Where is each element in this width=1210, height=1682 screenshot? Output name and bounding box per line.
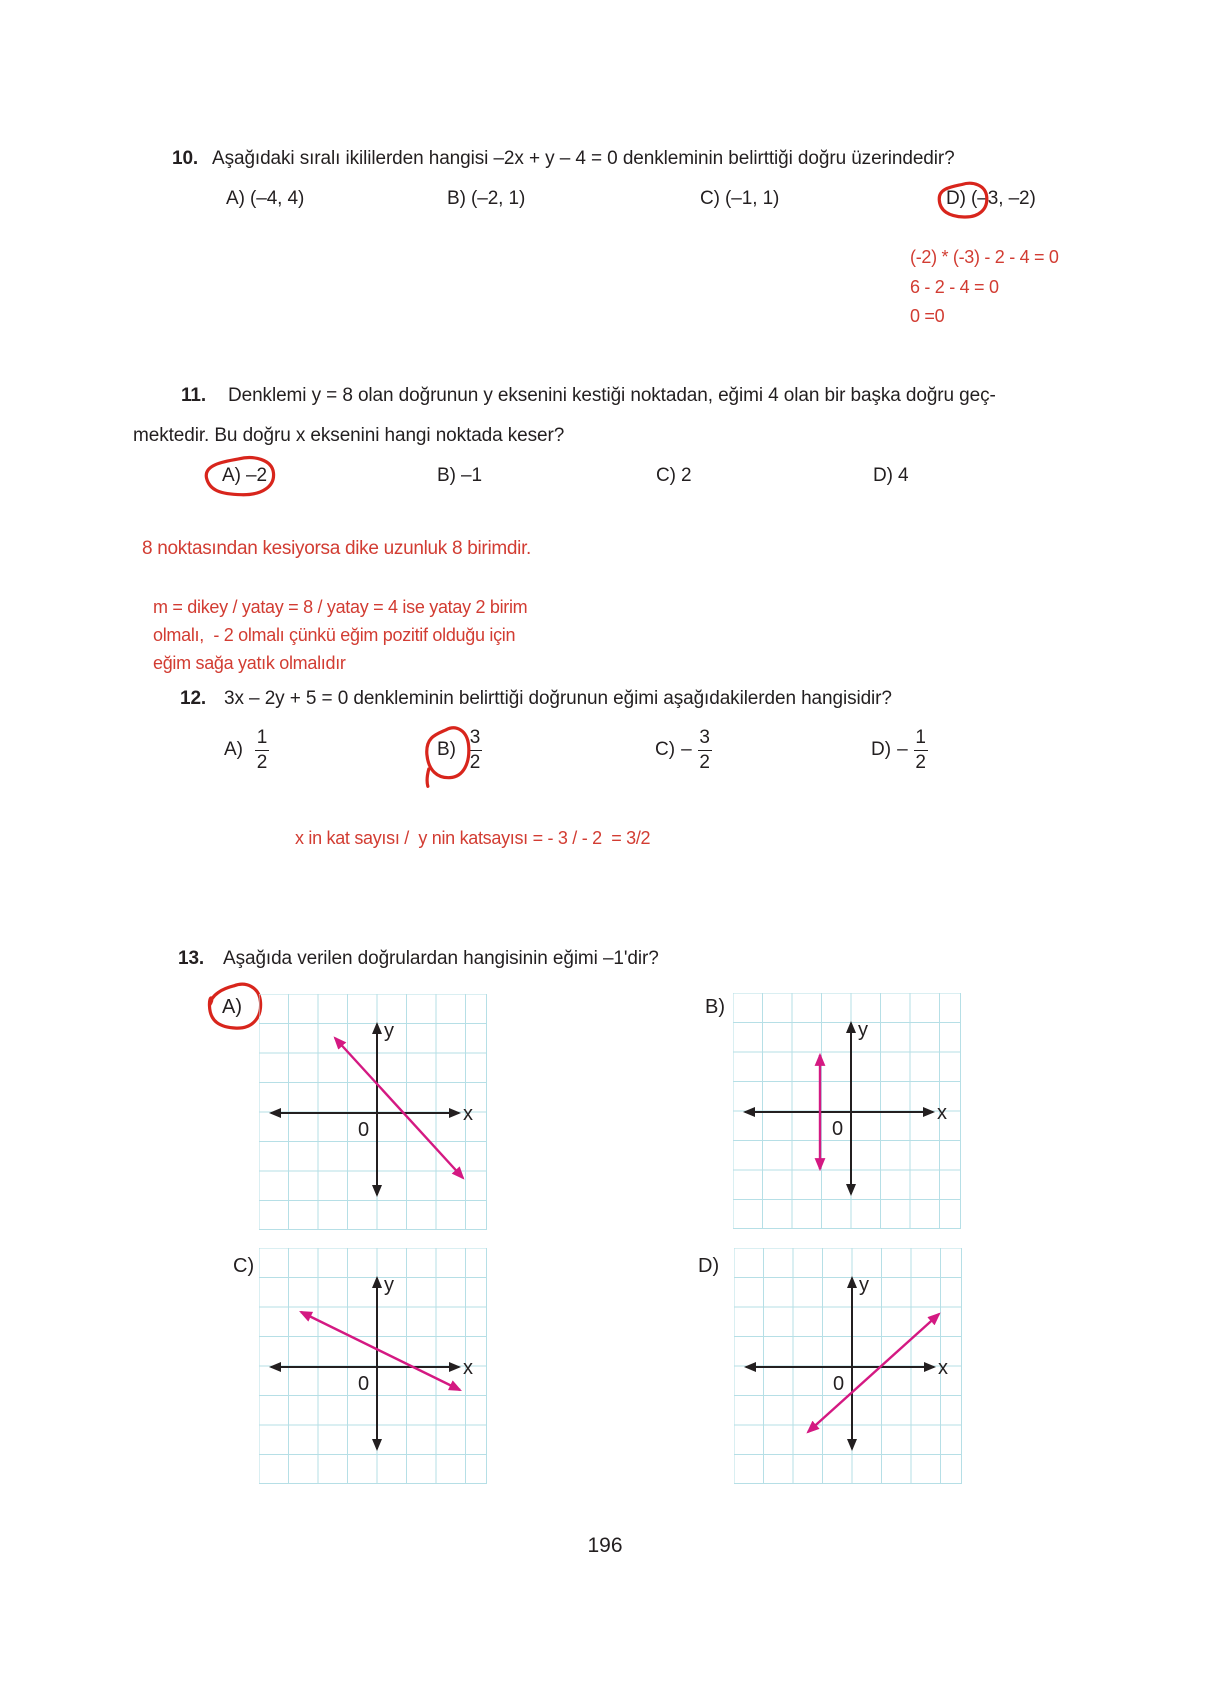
- q12-number: 12.: [180, 688, 207, 709]
- q11-question-line1: Denklemi y = 8 olan doğrunun y eksenini kestiği noktadan, eğimi 4 olan bir başka doğru geç-: [228, 385, 996, 406]
- q12-option-a-label: A): [224, 739, 243, 761]
- svg-text:y: y: [384, 1020, 394, 1042]
- q10-option-a-value: (–4, 4): [250, 188, 305, 209]
- q13-number: 13.: [178, 948, 205, 969]
- svg-text:x: x: [463, 1103, 473, 1125]
- q11-option-d-value: 4: [898, 465, 909, 486]
- svg-text:0: 0: [358, 1119, 370, 1141]
- q10-option-a: [226, 188, 304, 210]
- q12-option-b-fraction: $\frac{3}{2}$: [469, 727, 481, 773]
- q13-graph-d-label: D): [698, 1255, 720, 1277]
- q11-option-c-label: C): [656, 465, 676, 486]
- q11-option-c: [656, 465, 692, 487]
- q13-graph-c: [259, 1248, 487, 1484]
- q13-graph-d: [734, 1248, 962, 1484]
- q10-option-c-value: (–1, 1): [725, 188, 780, 209]
- q11-note-1: 8 noktasından kesiyorsa dike uzunluk 8 birimdir.: [142, 538, 532, 559]
- q11-option-c-value: 2: [681, 465, 692, 486]
- answer-circle-q13-a: [206, 980, 264, 1032]
- q13-question-text: Aşağıda verilen doğrulardan hangisinin eğimi –1'dir?: [223, 948, 659, 969]
- q10-option-c: [700, 188, 779, 210]
- q12-option-b-label: B): [437, 739, 456, 761]
- svg-text:x: x: [937, 1102, 947, 1124]
- q11-option-b: [437, 465, 482, 487]
- answer-circle-q10-d: [936, 180, 990, 220]
- q13-graph-b: [733, 993, 961, 1229]
- q10-work-line-1: (-2) * (-3) - 2 - 4 = 0: [910, 247, 1059, 267]
- q10-number: 10.: [172, 148, 199, 169]
- svg-text:x: x: [463, 1357, 473, 1379]
- q11-option-a-label: A): [222, 465, 241, 486]
- svg-text:y: y: [859, 1274, 869, 1296]
- q12-option-d-fraction: $\frac{1}{2}$: [915, 727, 926, 773]
- q11-question-line2: mektedir. Bu doğru x eksenini hangi noktada keser?: [133, 425, 565, 446]
- q12-option-a-fraction: $\frac{1}{2}$: [256, 727, 268, 773]
- q12-note: x in kat sayısı / y nin katsayısı = - 3 / - 2 = 3/2: [295, 828, 651, 848]
- q12-option-c: [655, 728, 712, 773]
- answer-circle-q12-b: [424, 724, 472, 782]
- q12-option-c-fraction: $\frac{3}{2}$: [699, 727, 710, 773]
- q10-option-d-value: (–3, –2): [971, 188, 1036, 209]
- q11-option-b-label: B): [437, 465, 456, 486]
- q12-option-d-sign: –: [897, 739, 908, 761]
- answer-circle-q11-a: [202, 454, 278, 498]
- q12-option-a: [224, 728, 269, 773]
- q11-note-2-line1: m = dikey / yatay = 8 / yatay = 4 ise yatay 2 birim: [153, 597, 528, 617]
- q10-work-line-2: 6 - 2 - 4 = 0: [910, 277, 999, 297]
- q11-number: 11.: [181, 385, 207, 406]
- svg-text:0: 0: [358, 1373, 370, 1395]
- svg-text:y: y: [384, 1274, 394, 1296]
- q13-graph-a-label: A): [222, 996, 242, 1018]
- q10-option-b-label: B): [447, 188, 466, 209]
- q12-option-c-label: C): [655, 739, 676, 761]
- q13-graph-a: [259, 994, 487, 1230]
- q11-option-d-label: D): [873, 465, 893, 486]
- svg-text:0: 0: [833, 1373, 845, 1395]
- page-number: 196: [587, 1534, 623, 1557]
- svg-text:x: x: [938, 1357, 948, 1379]
- q11-option-d: [873, 465, 909, 487]
- q10-option-c-label: C): [700, 188, 720, 209]
- svg-text:y: y: [858, 1019, 868, 1041]
- q10-option-b-value: (–2, 1): [471, 188, 526, 209]
- q10-question-text: Aşağıdaki sıralı ikililerden hangisi –2x + y – 4 = 0 denkleminin belirttiği doğru üzerindedir?: [212, 148, 955, 169]
- q11-note-2-line3: eğim sağa yatık olmalıdır: [153, 653, 346, 673]
- q11-note-2-line2: olmalı, - 2 olmalı çünkü eğim pozitif olduğu için: [153, 625, 516, 645]
- q10-option-b: [447, 188, 525, 210]
- q11-option-b-value: –1: [461, 465, 482, 486]
- svg-text:0: 0: [832, 1118, 844, 1140]
- q12-option-d-label: D): [871, 739, 892, 761]
- q10-option-d-label: D): [946, 188, 966, 209]
- q11-option-a-value: –2: [246, 465, 267, 486]
- q13-graph-b-label: B): [705, 996, 725, 1018]
- q12-question-text: 3x – 2y + 5 = 0 denkleminin belirttiği doğrunun eğimi aşağıdakilerden hangisidir?: [224, 688, 892, 709]
- q10-work-line-3: 0 =0: [910, 306, 945, 326]
- q12-option-c-sign: –: [681, 739, 692, 761]
- q13-graph-c-label: C): [233, 1255, 255, 1277]
- q10-option-a-label: A): [226, 188, 245, 209]
- q12-option-d: [871, 728, 928, 773]
